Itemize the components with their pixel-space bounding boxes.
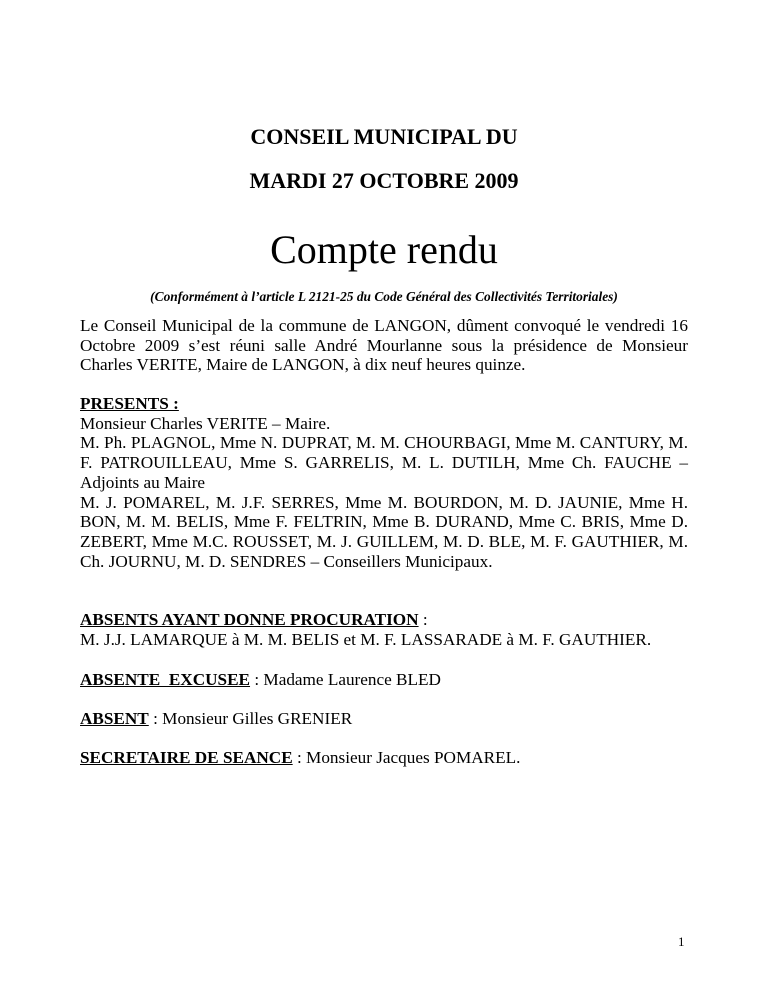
excusee-sep: : [250,670,264,689]
absent-line [80,709,688,729]
legal-reference: (Conformément à l’article L 2121-25 du Code Général des Collectivités Territoriales) [150,289,618,304]
excusee-text: Madame Laurence BLED [263,670,441,689]
secretaire-line [80,748,688,768]
excusee-line [80,670,688,690]
intro-paragraph: Le Conseil Municipal de la commune de LANGON, dûment convoqué le vendredi 16 Octobre 2009 s’est réuni salle André Mourlanne sous la présidence de Monsieur Charles VERITE, Maire de LANGON, à dix neuf heures quinze. [80,316,688,375]
procuration-label: ABSENTS AYANT DONNE PROCURATION [80,610,419,629]
absent-label: ABSENT [80,709,149,728]
absent-text: Monsieur Gilles GRENIER [162,709,353,728]
presents-adjoints: M. Ph. PLAGNOL, Mme N. DUPRAT, M. M. CHOURBAGI, Mme M. CANTURY, M. F. PATROUILLEAU, Mme S. GARRELIS, M. L. DUTILH, Mme Ch. FAUCHE – Adjoints au Maire [80,433,688,492]
secretaire-label: SECRETAIRE DE SEANCE [80,748,293,767]
procuration-text: M. J.J. LAMARQUE à M. M. BELIS et M. F. LASSARADE à M. F. GAUTHIER. [80,629,652,649]
absent-sep: : [148,709,163,728]
presents-conseillers: M. J. POMAREL, M. J.F. SERRES, Mme M. BOURDON, M. D. JAUNIE, Mme H. BON, M. M. BELIS, Mme F. FELTRIN, Mme B. DURAND, Mme C. BRIS, Mme D. ZEBERT, Mme M.C. ROUSSET, M. J. GUILLEM, M. D. BLE, M. F. GAUTHIER, M. Ch. JOURNU, M. D. SENDRES – Conseillers Municipaux. [80,492,688,571]
secretaire-text: Monsieur Jacques POMAREL. [306,748,521,767]
procuration-sep: : [418,610,428,629]
title-line-2: MARDI 27 OCTOBRE 2009 [249,168,519,193]
excusee-label: ABSENTE EXCUSEE [80,670,251,689]
presents-label: PRESENTS : [80,394,179,413]
presents-maire: Monsieur Charles VERITE – Maire. [80,413,331,433]
title-line-1: CONSEIL MUNICIPAL DU [250,124,518,149]
secretaire-sep: : [292,748,307,767]
page-number: 1 [678,934,685,949]
presents-section [80,394,688,571]
document-heading: Compte rendu [270,227,498,272]
procuration-section [80,610,688,649]
